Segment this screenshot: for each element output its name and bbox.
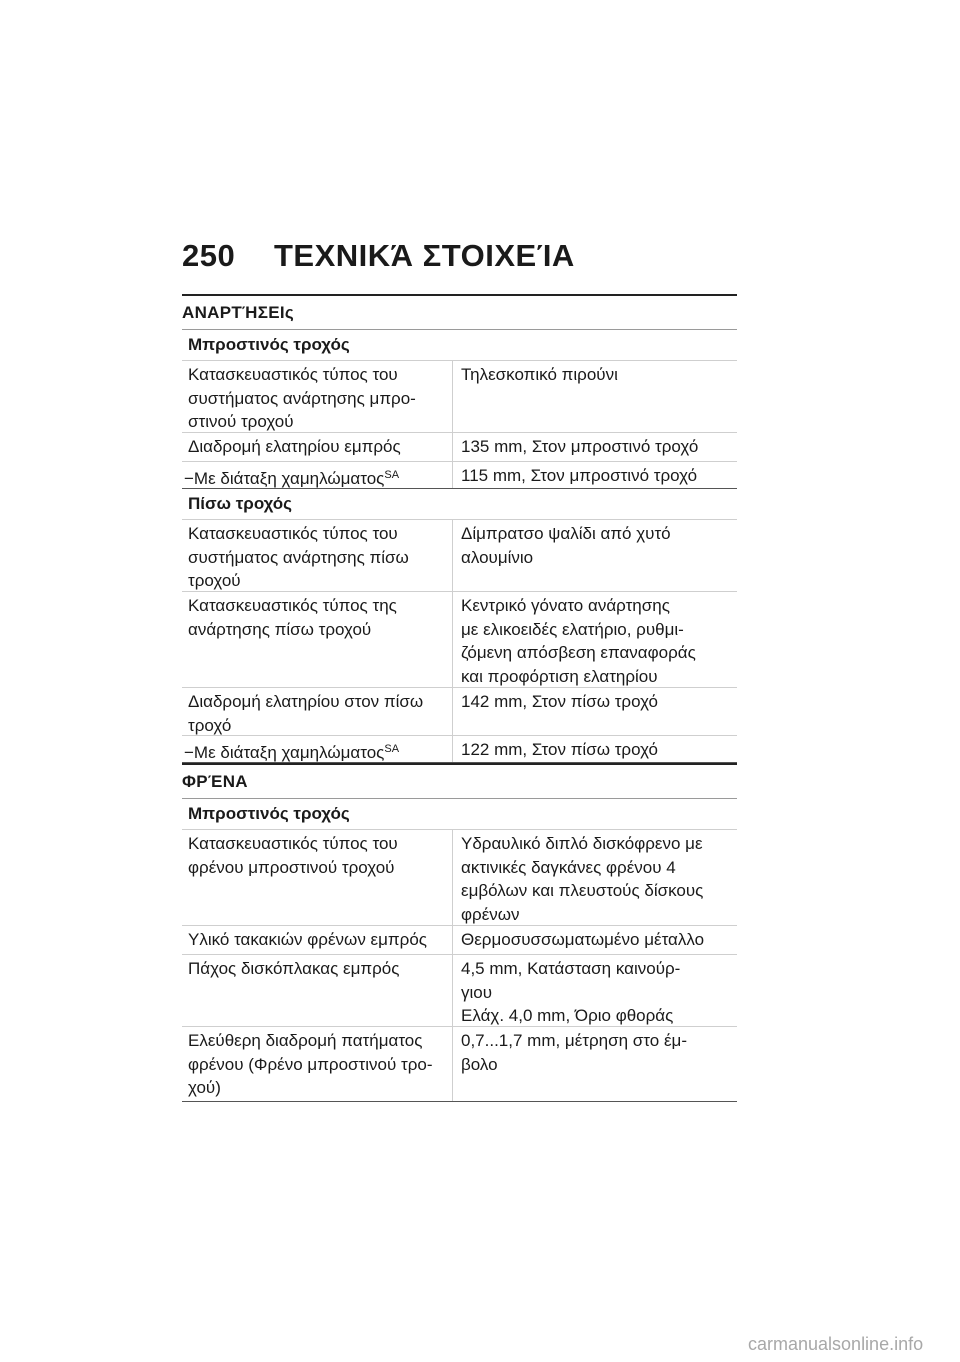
row-value: Υδραυλικό διπλό δισκόφρενο με ακτινικές δαγκάνες φρένου 4 εμβόλων και πλευστούς δίσκους φρένων [461, 834, 704, 924]
brakes-section [182, 763, 737, 1102]
row-value: 0,7...1,7 mm, μέτρηση στο έμ- βολο [461, 1031, 687, 1074]
table-row [182, 925, 737, 954]
row-label: Πάχος δισκόπλακας εμπρός [182, 955, 453, 1026]
sa-superscript: SA [384, 743, 400, 755]
table-row [182, 519, 737, 591]
table-row [182, 1026, 737, 1102]
row-value: 122 mm, Στον πίσω τροχό [461, 740, 659, 759]
row-value: 115 mm, Στον μπροστινό τροχό [461, 466, 698, 485]
row-value: 4,5 mm, Κατάσταση καινούρ- γιου Ελάχ. 4,0 mm, Όριο φθοράς [461, 959, 681, 1025]
row-value: 135 mm, Στον μπροστινό τροχό [461, 437, 699, 456]
watermark-text: carmanualsonline.info [748, 1334, 924, 1354]
row-label: Κατασκευαστικός τύπος του συστήματος ανάρτησης πίσω τροχού [182, 520, 453, 591]
table-row [182, 954, 737, 1026]
table-row [182, 829, 737, 925]
row-label: Κατασκευαστικός τύπος της ανάρτησης πίσω τροχού [182, 592, 453, 687]
subsection-rear-wheel: Πίσω τροχός [182, 488, 737, 519]
row-label: Διαδρομή ελατηρίου στον πίσω τροχό [182, 688, 453, 735]
row-value: Κεντρικό γόνατο ανάρτησης με ελικοειδές ελατήριο, ρυθμι- ζόμενη απόσβεση επαναφοράς και προφόρτιση ελατηρίου [461, 596, 696, 686]
table-row [182, 591, 737, 687]
row-label [182, 736, 453, 762]
table-row [182, 360, 737, 432]
subsection-front-wheel: Μπροστινός τροχός [182, 329, 737, 360]
section-title-brakes: ΦΡΈΝΑ [182, 763, 737, 794]
row-label [182, 462, 453, 488]
row-label: Διαδρομή ελατηρίου εμπρός [182, 433, 453, 461]
row-value: Τηλεσκοπικό πιρούνι [461, 365, 618, 384]
row-value: 142 mm, Στον πίσω τροχό [461, 692, 659, 711]
row-label: Κατασκευαστικός τύπος του συστήματος ανάρτησης μπρο- στινού τροχού [182, 361, 453, 432]
section-title-suspension: ΑΝΑΡΤΉΣΕΙς [182, 294, 737, 325]
row-label: Κατασκευαστικός τύπος του φρένου μπροστινού τροχού [182, 830, 453, 925]
page-number: 250 [182, 238, 236, 273]
row-label: Υλικό τακακιών φρένων εμπρός [182, 926, 453, 954]
row-value: Δίμπρατσο ψαλίδι από χυτό αλουμίνιο [461, 524, 671, 567]
chapter-title: ΤΕΧΝΙΚΆ ΣΤΟΙΧΕΊΑ [274, 238, 575, 273]
table-row [182, 735, 737, 763]
page-header [182, 238, 742, 278]
subsection-front-wheel-brakes: Μπροστινός τροχός [182, 798, 737, 829]
row-label: Ελεύθερη διαδρομή πατήματος φρένου (Φρένο μπροστινού τρο- χού) [182, 1027, 453, 1101]
table-row [182, 461, 737, 488]
row-label-text: −Με διάταξη χαμηλώματος [184, 469, 385, 488]
row-label-text: −Με διάταξη χαμηλώματος [184, 743, 385, 762]
table-row [182, 432, 737, 461]
sa-superscript: SA [384, 469, 400, 481]
suspension-section [182, 294, 737, 763]
table-row [182, 687, 737, 735]
row-value: Θερμοσυσσωματωμένο μέταλλο [461, 930, 705, 949]
